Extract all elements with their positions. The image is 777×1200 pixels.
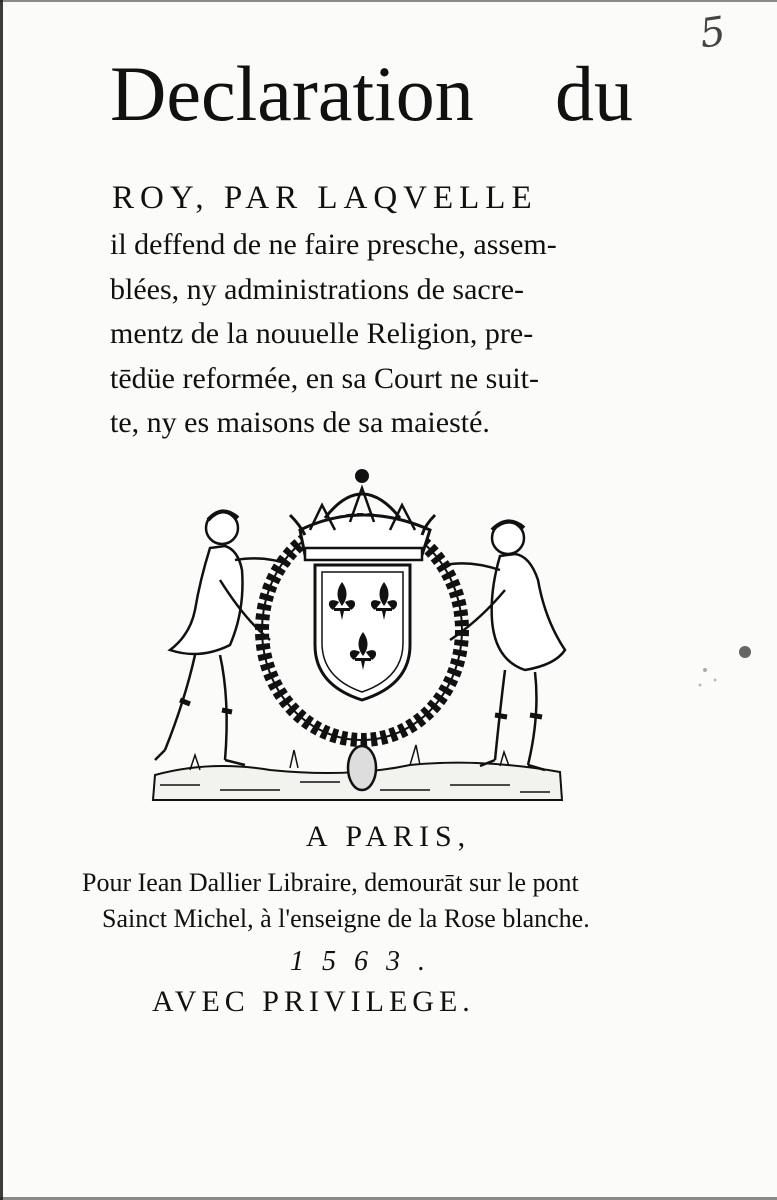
imprint-line: Pour Iean Dallier Libraire, demourāt sur le pont — [82, 868, 579, 897]
imprint-line: Sainct Michel, à l'enseigne de la Rose blanche. — [102, 904, 590, 933]
body-line: mentz de la nouuelle Religion, pre- — [110, 317, 534, 350]
body-line: blées, ny administrations de sacre- — [110, 272, 525, 306]
page-edge-top — [0, 0, 777, 2]
title-word-declaration: Declaration — [110, 50, 474, 137]
body-line: tēdüe reformée, en sa Court ne suit- — [110, 361, 540, 395]
page-edge-left — [0, 0, 3, 1200]
folio-mark: 5 — [696, 8, 729, 58]
imprint-printer — [82, 865, 642, 937]
royal-arms-woodcut-icon — [150, 460, 570, 805]
subtitle-caps: ROY, PAR LAQVELLE — [112, 180, 538, 216]
body-line: te, ny es maisons de sa maiesté. — [110, 406, 490, 439]
imprint-year: 1563. — [290, 946, 443, 977]
title-word-du: du — [555, 50, 633, 137]
privilege-notice: AVEC PRIVILEGE. — [152, 985, 475, 1018]
ink-smudge — [685, 640, 765, 700]
imprint-place: A PARIS, — [305, 820, 472, 853]
body-line: il deffend de ne faire presche, assem- — [110, 228, 557, 261]
title-body-text — [110, 223, 670, 446]
